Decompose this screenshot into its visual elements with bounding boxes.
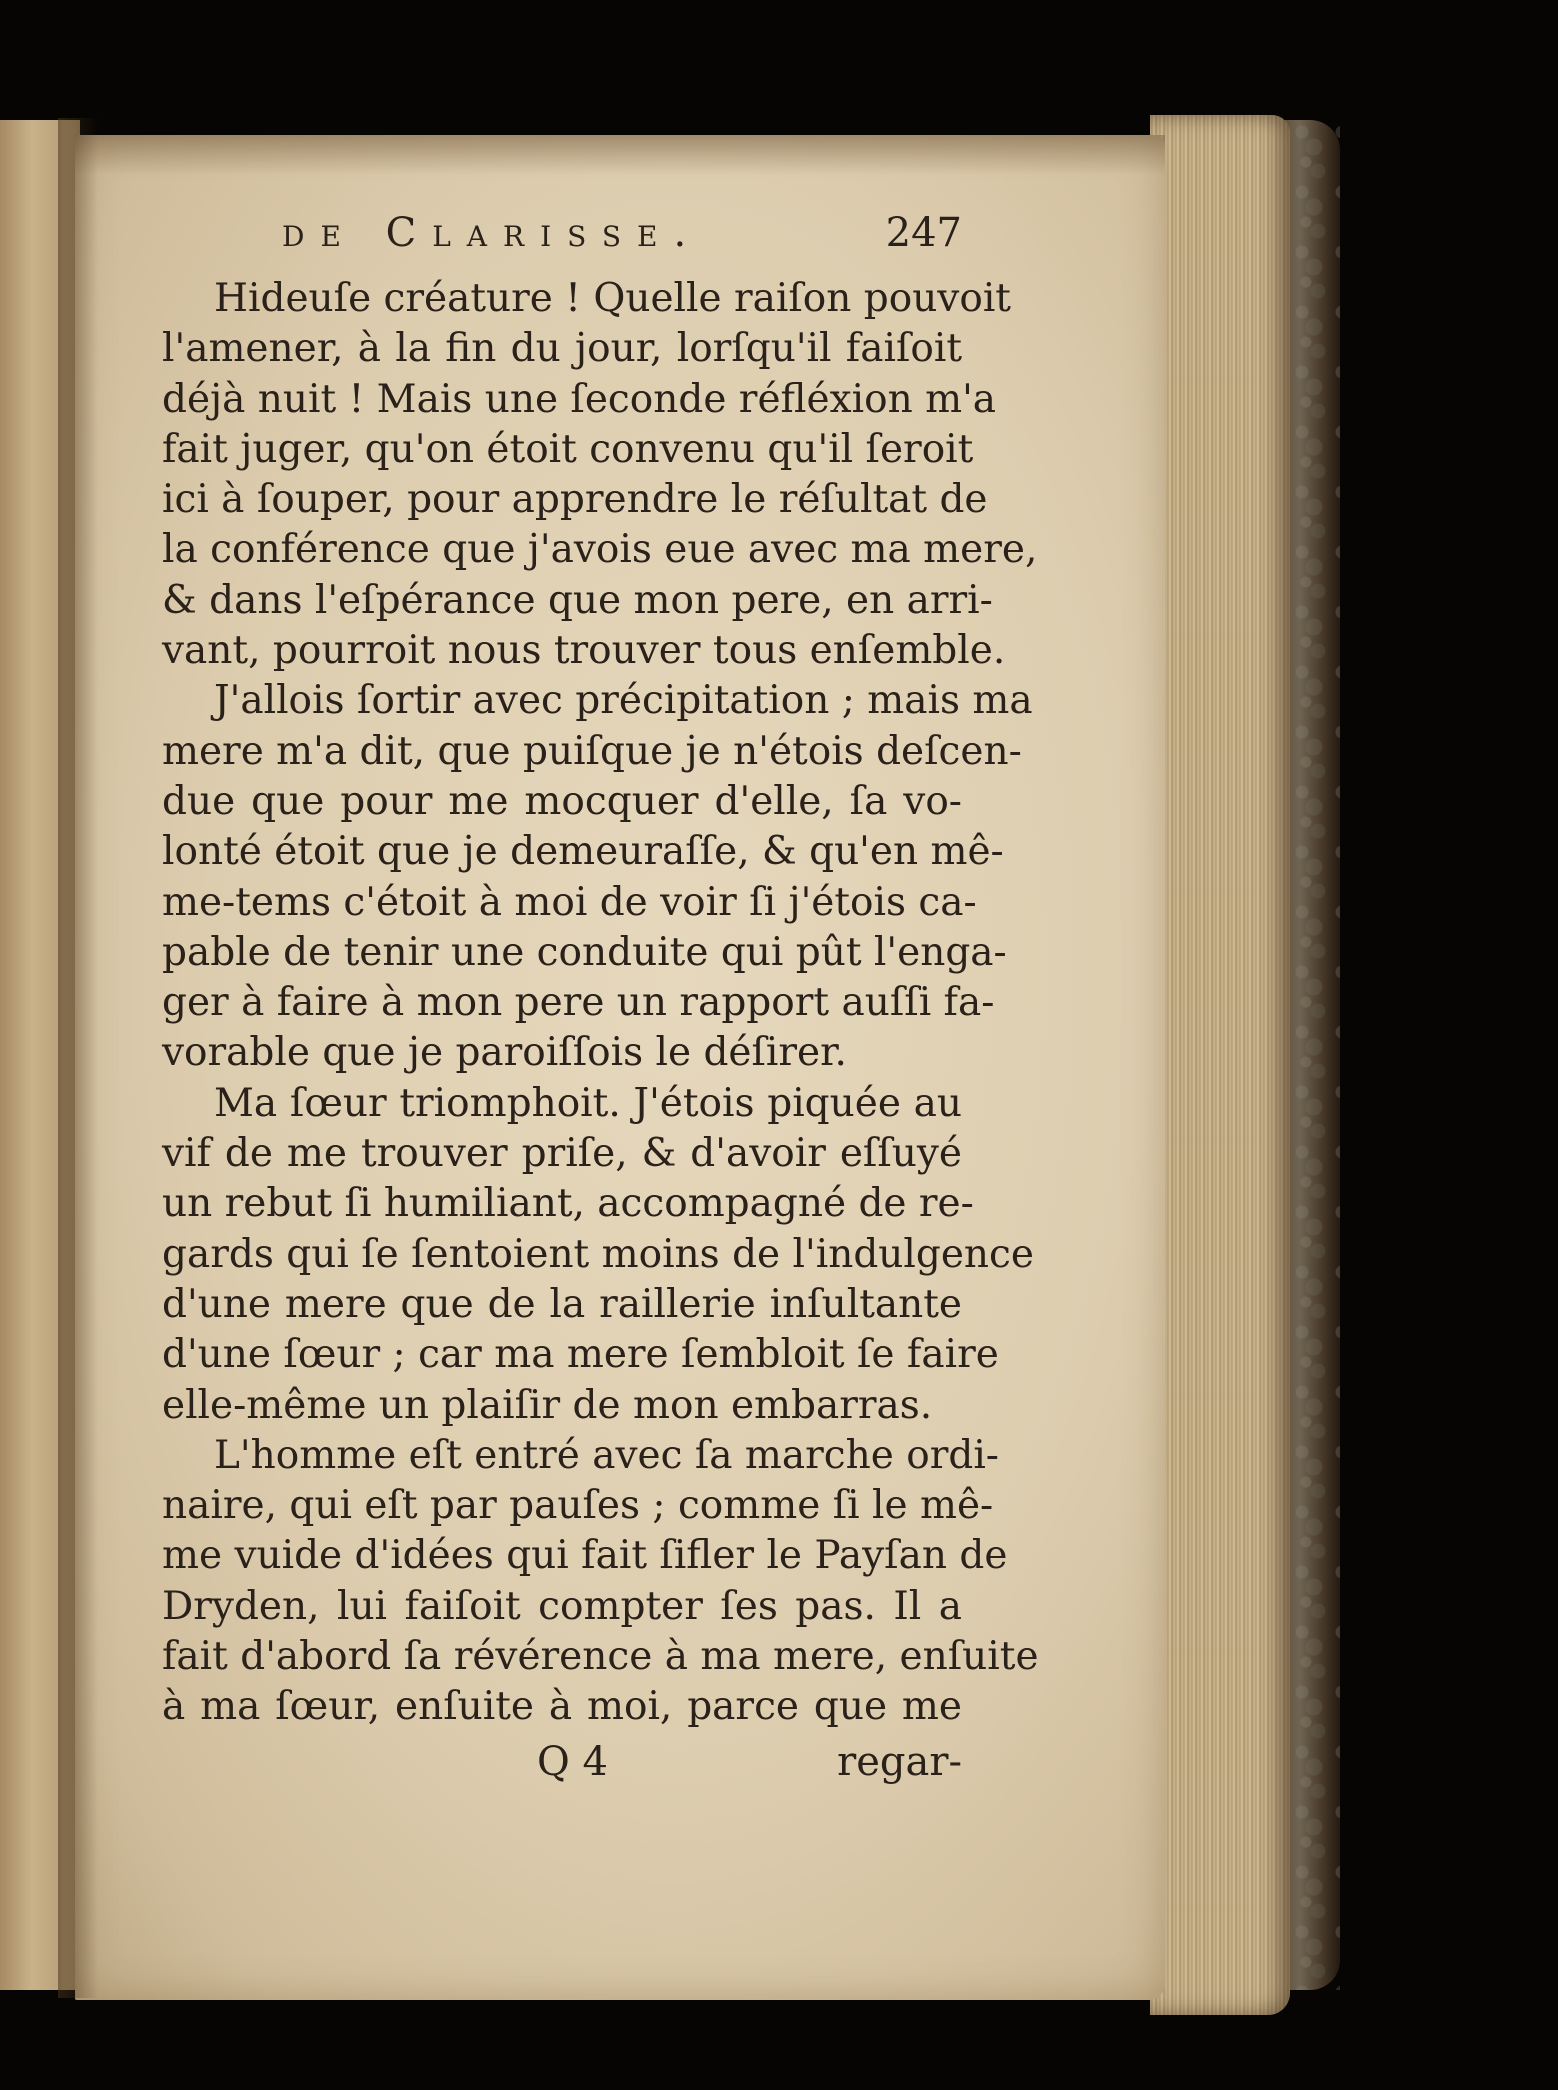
catchword: regar- — [837, 1738, 962, 1785]
text-line: l'amener, à la fin du jour, lorſqu'il faiſoit — [162, 326, 962, 372]
text-line: Hideuſe créature ! Quelle raiſon pouvoit — [214, 276, 1011, 321]
text-line: d'une ſœur ; car ma mere ſembloit ſe faire — [162, 1332, 999, 1378]
running-head-title: de Clarisse. — [282, 210, 703, 256]
text-line: L'homme eſt entré avec ſa marche ordi- — [214, 1432, 999, 1478]
text-line: fait d'abord ſa révérence à ma mere, enſuite — [162, 1634, 1039, 1680]
text-line: la conférence que j'avois eue avec ma mere, — [162, 527, 1038, 573]
gutter-shadow — [58, 118, 98, 1998]
text-line: déjà nuit ! Mais une ſeconde réfléxion m'a — [162, 376, 997, 422]
text-line: elle-même un plaiſir de mon embarras. — [162, 1382, 933, 1428]
page-footer — [162, 1739, 962, 1795]
text-line: naire, qui eſt par pauſes ; comme ſi le mê- — [162, 1483, 994, 1529]
page-number: 247 — [885, 210, 962, 256]
text-line: vif de me trouver priſe, & d'avoir eſſuyé — [162, 1131, 962, 1177]
text-line: vorable que je paroiſſois le déſirer. — [162, 1030, 847, 1076]
text-line: lonté étoit que je demeuraſſe, & qu'en mê- — [162, 829, 1004, 875]
page-edges — [1150, 115, 1290, 2015]
text-line: un rebut ſi humiliant, accompagné de re- — [162, 1181, 974, 1227]
text-line: & dans l'eſpérance que mon pere, en arri- — [162, 577, 993, 623]
text-block — [162, 210, 1039, 1795]
text-line: à ma ſœur, enſuite à moi, parce que me — [162, 1684, 962, 1730]
text-line: J'allois ſortir avec précipitation ; mais ma — [214, 678, 1033, 724]
text-line: me vuide d'idées qui fait ſifler le Payſan de — [162, 1533, 1008, 1579]
running-head — [162, 210, 962, 274]
text-line: vant, pourroit nous trouver tous enſemble. — [162, 628, 1006, 674]
text-line: due que pour me mocquer d'elle, ſa vo- — [162, 778, 962, 824]
text-line: Ma ſœur triomphoit. J'étois piquée au — [214, 1080, 962, 1126]
text-line: mere m'a dit, que puiſque je n'étois deſcen- — [162, 728, 1022, 774]
text-line: ger à faire à mon pere un rapport auſſi fa- — [162, 980, 995, 1026]
text-line: ici à ſouper, pour apprendre le réſultat de — [162, 477, 988, 523]
signature-mark: Q 4 — [537, 1738, 608, 1785]
text-line: fait juger, qu'on étoit convenu qu'il ſeroit — [162, 426, 974, 472]
text-line: gards qui ſe ſentoient moins de l'indulgence — [162, 1231, 1034, 1277]
book-page — [75, 135, 1165, 2000]
text-line: d'une mere que de la raillerie inſultante — [162, 1281, 962, 1327]
text-line: Dryden, lui faiſoit compter ſes pas. Il a — [162, 1583, 962, 1629]
text-line: me-tems c'étoit à moi de voir ſi j'étois ca- — [162, 879, 977, 925]
text-line: pable de tenir une conduite qui pût l'enga- — [162, 929, 1007, 975]
